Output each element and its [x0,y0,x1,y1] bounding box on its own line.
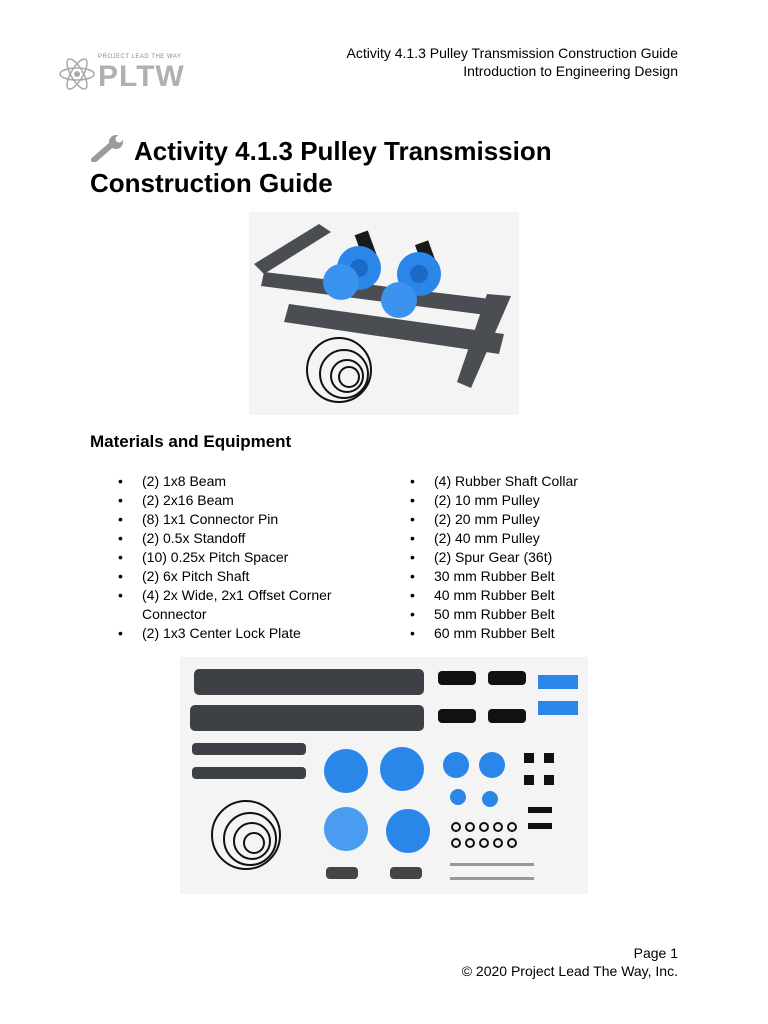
logo-wordmark: PLTW [98,60,185,93]
logo-tagline: PROJECT LEAD THE WAY [98,54,182,60]
document-footer [462,944,678,980]
list-item: • (4) Rubber Shaft Collar [410,472,660,491]
list-item: • (2) 1x8 Beam [118,472,368,491]
header-course: Introduction to Engineering Design [463,63,678,79]
parts-layout-image [180,657,588,894]
page-title [90,134,690,199]
list-item: • (2) 2x16 Beam [118,491,368,510]
list-item: • (4) 2x Wide, 2x1 Offset Corner Connector [118,586,368,624]
header-text [347,44,678,80]
materials-list-right [410,472,660,643]
page-number: Page 1 [633,945,678,961]
list-item: • (2) 1x3 Center Lock Plate [118,624,368,643]
list-item: • (2) 40 mm Pulley [410,529,660,548]
list-item: • 40 mm Rubber Belt [410,586,660,605]
wrench-icon [90,134,130,162]
copyright: © 2020 Project Lead The Way, Inc. [461,963,678,979]
list-item: • 50 mm Rubber Belt [410,605,660,624]
list-item: • 60 mm Rubber Belt [410,624,660,643]
atom-icon [58,52,96,96]
list-item: • (2) Spur Gear (36t) [410,548,660,567]
materials-heading: Materials and Equipment [90,432,292,451]
pltw-logo [58,52,188,98]
title-block [90,134,690,199]
assembled-transmission-image [249,212,519,415]
list-item: • (2) 6x Pitch Shaft [118,567,368,586]
parts-layout-photo [180,657,588,894]
list-item: • (2) 20 mm Pulley [410,510,660,529]
materials-list-left [118,472,368,643]
assembled-transmission-photo [249,212,519,415]
list-item: • (8) 1x1 Connector Pin [118,510,368,529]
list-item: • (2) 10 mm Pulley [410,491,660,510]
title-text: Activity 4.1.3 Pulley Transmission Construction Guide [90,136,552,198]
header-doc-title: Activity 4.1.3 Pulley Transmission Construction Guide [346,45,678,61]
list-item: • (2) 0.5x Standoff [118,529,368,548]
list-item: • 30 mm Rubber Belt [410,567,660,586]
list-item: • (10) 0.25x Pitch Spacer [118,548,368,567]
